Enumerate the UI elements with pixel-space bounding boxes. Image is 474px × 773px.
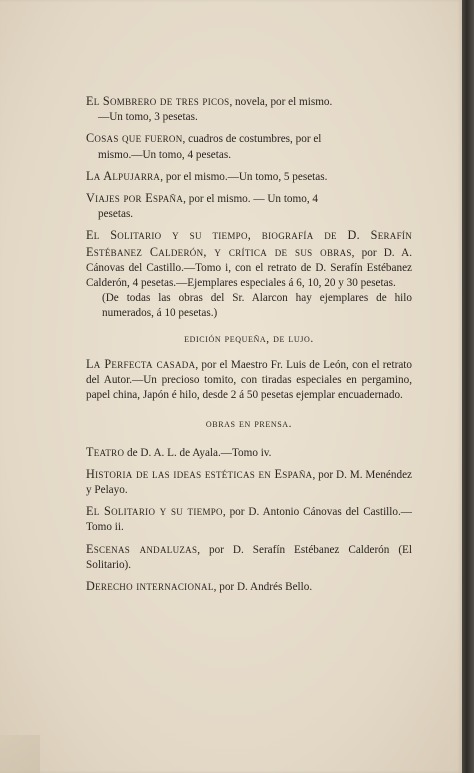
catalog-entry bbox=[86, 542, 412, 573]
entry-text: , por el mismo. — Un tomo, 4 bbox=[183, 193, 319, 206]
entry-title: El Solitario y su tiempo, biografía de D. Serafín Estébanez Calderón, y crítica de sus obras bbox=[86, 228, 412, 259]
catalog-entry bbox=[86, 445, 412, 461]
catalog-entry bbox=[86, 579, 412, 595]
entry-title: Cosas que fueron bbox=[86, 131, 183, 146]
catalog-entry bbox=[86, 169, 412, 185]
section-heading-press: obras en prensa. bbox=[205, 418, 293, 431]
entry-title: Derecho internacional bbox=[86, 579, 214, 594]
entry-text: , por D. Antonio Cánovas del Castillo.—Tomo ii. bbox=[86, 506, 412, 534]
entry-title: La Alpujarra bbox=[86, 168, 161, 183]
catalog-entry bbox=[86, 131, 412, 162]
entry-title: La Perfecta casada bbox=[86, 356, 196, 371]
entry-title: Viajes por España bbox=[86, 191, 184, 206]
entry-continuation: mismo.—Un tomo, 4 pesetas. bbox=[98, 148, 231, 161]
entry-text: , por D. Andrés Bello. bbox=[213, 581, 313, 594]
entry-title: El Sombrero de tres picos bbox=[86, 94, 230, 108]
entry-title: Teatro bbox=[86, 444, 125, 459]
catalog-entry bbox=[86, 191, 412, 222]
entry-text: , cuadros de costumbres, por el bbox=[182, 133, 322, 146]
entry-title: Historia de las ideas estéticas en España bbox=[86, 466, 313, 481]
catalog-entry bbox=[86, 504, 412, 535]
entry-text: , por D. A. Cánovas del Castillo.—Tomo i, con el retrato de D. Serafín Estébanez Calderón, 4 pesetas.—Ejemplares especiales á 6, 10, 20 y 30 pesetas. bbox=[86, 246, 412, 290]
page-corner-wear bbox=[0, 735, 40, 773]
entry-text: de D. A. L. de Ayala.—Tomo iv. bbox=[124, 446, 272, 459]
catalog-entry bbox=[86, 94, 412, 125]
section-heading-luxury: edición pequeña, de lujo. bbox=[184, 332, 314, 345]
entry-text: , por D. Serafín Estébanez Calderón (El Solitario). bbox=[86, 543, 412, 571]
entry-continuation: pesetas. bbox=[98, 208, 134, 221]
entry-title: Escenas andaluzas bbox=[86, 541, 198, 556]
book-spine-edge bbox=[462, 0, 474, 773]
entry-text: , por D. M. Menéndez y Pelayo. bbox=[86, 468, 413, 497]
catalog-entry bbox=[86, 467, 412, 498]
entry-text: , por el Maestro Fr. Luis de León, con el retrato del Autor.—Un precioso tomito, con tiradas especiales en pergamino, papel china, Japón é hilo, desde 2 á 50 pesetas ejemplar encuadernado. bbox=[86, 358, 412, 402]
entry-continuation: —Un tomo, 3 pesetas. bbox=[98, 111, 198, 124]
catalog-entry bbox=[86, 228, 412, 321]
catalog-content bbox=[86, 94, 412, 601]
entry-text: , por el mismo.—Un tomo, 5 pesetas. bbox=[160, 170, 328, 183]
catalog-entry bbox=[86, 357, 412, 404]
entry-note: (De todas las obras del Sr. Alarcon hay ejemplares de hilo numerados, á 10 pesetas.) bbox=[102, 292, 412, 320]
entry-text: , novela, por el mismo. bbox=[229, 96, 333, 108]
entry-title: El Solitario y su tiempo bbox=[86, 504, 223, 519]
